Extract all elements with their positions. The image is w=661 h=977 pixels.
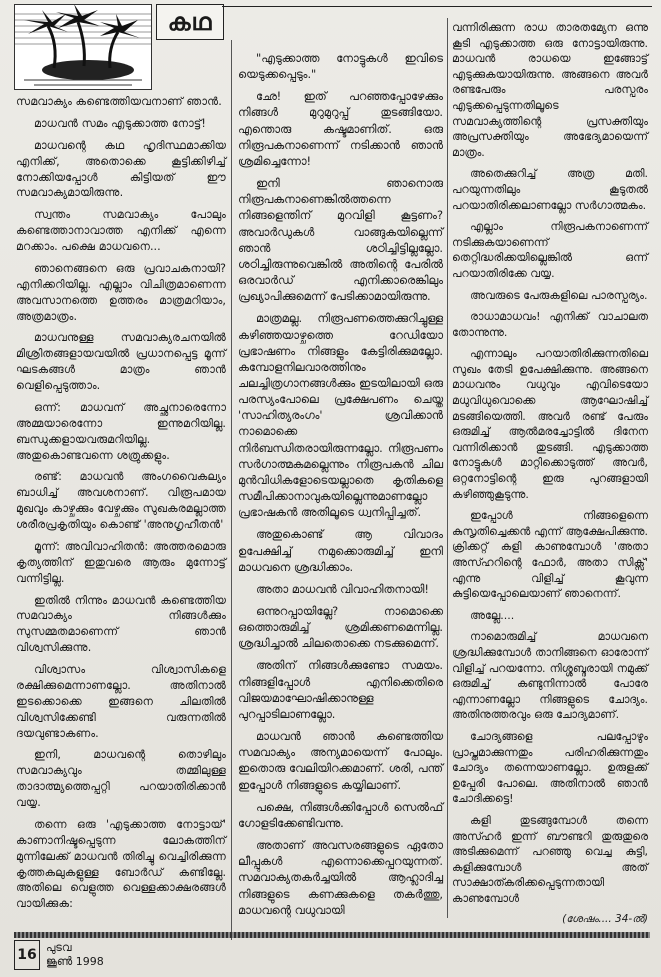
- paragraph: രാധാമാധവം! എനിക്ക് വാചാലത തോന്നുന്നു.: [452, 310, 648, 339]
- palm-island-illustration: [14, 4, 152, 90]
- paragraph: ഛേ! ഇത് പറഞ്ഞപ്പോഴേക്കും നിങ്ങൾ മുറുമുറുപ്പ് തുടങ്ങിയോ. എന്തൊരു കഷ്ടമാണിത്. ഒരു നിരൂപകനാണെന്ന് നടിക്കാൻ ഞാൻ ശ്രമിച്ചെന്നോ!: [238, 89, 443, 168]
- footer-rule: [14, 932, 650, 938]
- paragraph: അതെക്കുറിച്ച് അത്ര മതി. പറയുന്നതിലും കൂടുതൽ പറയാതിരിക്കലാണല്ലോ സർഗാത്മകം.: [452, 167, 648, 212]
- column-divider: [231, 40, 232, 940]
- section-title: കഥ: [156, 4, 224, 40]
- paragraph: മാധവൻ സമം എടുക്കാത്ത നോട്ട്!: [34, 116, 206, 130]
- paragraph: "എടുക്കാത്ത നോട്ടുകൾ ഇവിടെ യെടുക്കപ്പെടും.": [238, 51, 443, 82]
- paragraph: ചോദ്യങ്ങളെ പലപ്പോഴും പ്രാപ്തമാക്കുന്നതും പരിഹരിക്കുന്നതും ചോദ്യം തന്നെയാണല്ലോ. ഉരുളക്ക് ഉപ്പേരി പോലെ. അതിനാൽ ഞാൻ ചോദിക്കട്ടെ!: [452, 729, 648, 806]
- paragraph: നാമൊരുമിച്ച് മാധവനെ ശ്രദ്ധിക്കുമ്പോൾ താനിങ്ങനെ ഓരോന്ന് വിളിച്ച് പറയന്നോ. നിശ്ശബ്ദരായി നമുക്ക് ഒരുമിച്ച് കണ്ടുനിന്നാൽ പോരേ എന്നാണല്ലോ നിങ്ങളുടെ ചോദ്യം. അതിനുത്തരവും ഒരു ചോദ്യമാണ്.: [452, 630, 648, 722]
- paragraph: വന്നിരിക്കുന്ന രാധ താരതമ്യേന ഒന്നു കൂടി എടുക്കാത്ത ഒരു നോട്ടായിരുന്നു. മാധവൻ രാധയെ ഇങ്ങോട്ട് എടുക്കുകയായിരുന്നു. അങ്ങനെ അവർ രണ്ടപേരും പരസ്പരം എടുക്കപ്പെടുന്നതിലൂടെ സമവാക്യത്തിന്റെ പ്രസക്തിയും അപ്രസക്തിയും അഭേദ്യമായെന്ന് മാത്രം.: [452, 21, 648, 159]
- paragraph: ഇനി, മാധവന്റെ തൊഴിലും സമവാക്യവും തമ്മിലുള്ള താദാത്മ്യത്തെപ്പറ്റി പറയാതിരിക്കാൻ വയ്യ.: [16, 748, 226, 809]
- paragraph: അവരുടെ പേരുകളിലെ പാരസ്പര്യം.: [470, 288, 648, 302]
- page-number: 16: [14, 940, 40, 970]
- paragraph: അതുകൊണ്ട് ആ വിവാദം ഉപേക്ഷിച്ച് നമുക്കൊരുമിച്ച് ഇനി മാധവനെ ശ്രദ്ധിക്കാം.: [238, 527, 443, 574]
- paragraph: മാധവൻ ഞാൻ കണ്ടെത്തിയ സമവാക്യം അന്യമായെന്ന് പോലും. ഇതൊരു വേലിയിറക്കമാണ്. ശരി, പന്ത് ഇപ്പോൾ നിങ്ങളുടെ കയ്യിലാണ്.: [238, 729, 443, 792]
- paragraph: സ്വന്തം സമവാക്യം പോലും കണ്ടെത്താനാവാത്ത എനിക്ക് എന്നെ മറക്കാം. പക്ഷെ മാധവനെ...: [16, 208, 226, 253]
- paragraph: കളി തുടങ്ങുമ്പോൾ തന്നെ അസ്ഹർ ഇന്ന് ബൗണ്ടറി തുരുതുരെ അടിക്കുമെന്ന് പറഞ്ഞു വെച്ച കുട്ടി, കളിക്കുമ്പോൾ അത് സാക്ഷാത്കരിക്കപ്പെടുന്നതായി കാണുമ്പോൾ: [452, 813, 648, 905]
- paragraph: മാധവനുള്ള സമവാക്യരചനയിൽ മിശ്രിതങ്ങളായവയിൽ പ്രധാനപ്പെട്ട മൂന്ന് ഘടകങ്ങൾ മാത്രം ഞാൻ വെളിപ്പെടുത്താം.: [16, 331, 226, 392]
- paragraph: രണ്ട്: മാധവൻ അംഗവൈകല്യം ബാധിച്ച് അവശനാണ്. വിരൂപമായ മുഖവും കാഴ്ചക്കും വേഴ്ചക്കും സുഖകരമല്ലാത്ത ശരീരപ്രകൃതിയും കൊണ്ട് 'അനുഗൃഹീതൻ': [16, 470, 226, 531]
- paragraph: അതാണ് അവസരങ്ങളുടെ ഏതോ ലീപ്പുകൾ എന്നൊക്കെപ്പറയുന്നത്. സമവാക്യതകർച്ചയിൽ ആഹ്ലാദിച്ച നിങ്ങളുടെ കണക്കുകളെ തകർത്തു, മാധവന്റെ വധുവായി: [238, 838, 443, 917]
- issue-date: ജൂൺ 1998: [46, 955, 104, 968]
- paragraph: ഒന്ന്: മാധവന് അച്ഛനാരെന്നോ അമ്മയാരെന്നോ ഇന്നുമറിയില്ല. ബന്ധുക്കളായവരുമറിയില്ല. അതുകൊണ്ടവന്നെ ശത്രുക്കളും.: [16, 400, 226, 462]
- paragraph: മാധവന്റെ കഥ ഹൃദിസ്ഥമാക്കിയ എനിക്ക്, അതൊക്കെ കൂട്ടിക്കിഴിച്ച് നോക്കിയപ്പോൾ കിട്ടിയത് ഈ സമവാക്യമായിരുന്നു.: [16, 138, 226, 200]
- paragraph: എന്നാലും പറയാതിരിക്കുന്നതിലെ സുഖം തേടി ഉപേക്ഷിക്കുന്നു. അങ്ങനെ മാധവനും വധുവും എവിടെയോ മധുവിധുവൊക്കെ ആഘോഷിച്ച് മടങ്ങിയെത്തി. അവർ രണ്ട് പേരും ഒരുമിച്ച് ആൽമരച്ചോട്ടിൽ ദിനേന വന്നിരിക്കാൻ തുടങ്ങി. എടുക്കാത്ത നോട്ടുകൾ മാറ്റിക്കൊടുത്ത് അവർ, ഒറ്റനോട്ടിന്റെ ഇരു പുറങ്ങളായി കഴിഞ്ഞുകൂടുന്നു.: [452, 347, 648, 501]
- palm-tree-icon: [14, 4, 152, 90]
- paragraph: തന്നെ ഒരു 'എടുക്കാത്ത നോട്ടായ്' കാണാനിഷ്ടപ്പെടുന്ന ലോകത്തിന് മുന്നിലേക്ക് മാധവൻ തിരിച്ചു വെച്ചിരിക്കുന്ന കൃത്തകലുകളുള്ള ബോർഡ് കണ്ടില്ലേ. അതിലെ വെളുത്ത വെള്ളക്കാക്ഷരങ്ങൾ വായിക്കുക:: [16, 817, 226, 911]
- paragraph: വിശ്വാസം വിശ്വാസികളെ രക്ഷിക്കുമെന്നാണല്ലോ. അതിനാൽ ഇടക്കൊക്കെ ഇങ്ങനെ ചിലതിൽ വിശ്വസിക്കേണ്ടി വരുന്നതിൽ ദയവുണ്ടാകണം.: [16, 663, 226, 740]
- paragraph: ഒന്നുറപ്പായില്ലേ? നാമൊക്കെ ഒത്തൊരുമിച്ച് ശ്രമിക്കണമെന്നില്ല. ശ്രദ്ധിച്ചാൽ ചിലതൊക്കെ നടക്കുമെന്ന്.: [238, 604, 443, 651]
- paragraph: ഇപ്പോൾ നിങ്ങളെന്നെ കുസൃതിച്ചെക്കൻ എന്ന് ആക്ഷേപിക്കുന്നു. ക്രിക്കറ്റ് കളി കാണുമ്പോൾ 'അതാ അസ്ഹറിന്റെ ഫോർ, അതാ സിക്സ്' എന്നു വിളിച്ച് കൂവുന്ന കുട്ടിയെപ്പോലെയാണ് ഞാനെന്ന്.: [452, 509, 648, 601]
- paragraph: എല്ലാം നിരൂപകനാണെന്ന് നടിക്കുകയാണെന്ന് തെറ്റിദ്ധരിക്കയില്ലെങ്കിൽ ഒന്ന് പറയാതിരിക്കേ വയ്യ.: [452, 220, 648, 280]
- article-column-2: [238, 50, 443, 924]
- paragraph: സമവാക്യം കണ്ടെത്തിയവനാണ് ഞാൻ.: [16, 95, 222, 108]
- paragraph: അല്ലേ....: [470, 608, 515, 622]
- paragraph: ഇതിൽ നിന്നും മാധവൻ കണ്ടെത്തിയ സമവാക്യം നിങ്ങൾക്കും സുസമ്മതമാണെന്ന് ഞാൻ വിശ്വസിക്കുന്നു.: [16, 593, 226, 655]
- paragraph: അതാ മാധവൻ വിവാഹിതനായി!: [256, 581, 429, 596]
- header-rule: [222, 6, 652, 7]
- continued-note: (ശേഷം.... 34-ൽ): [562, 913, 648, 926]
- article-column-1: [16, 94, 226, 918]
- magazine-info: [46, 941, 104, 969]
- paragraph: പക്ഷെ, നിങ്ങൾക്കിപ്പോൾ സെൽഫ് ഗോളടിക്കേണ്ടിവന്നു.: [238, 799, 443, 830]
- paragraph: മാത്രമല്ല. നിരൂപണത്തെക്കുറിച്ചുള്ള കഴിഞ്ഞയാഴ്ചത്തെ റേഡിയോ പ്രഭാഷണം നിങ്ങളും കേട്ടിരിക്കുമല്ലോ. കമ്പോളനിലവാരത്തിനും ചലച്ചിത്രഗാനങ്ങൾക്കും ഇടയിലായി ഒരു പരസ്യംപോലെ പ്രക്ഷേപണം ചെയ്ത 'സാഹിത്യരംഗം' ശ്രവിക്കാൻ നാമൊക്കെ നിർബന്ധിതരായിരുന്നല്ലോ. നിരൂപണം സർഗാത്മകമല്ലെന്നും നിരൂപകൻ ചില മുൻവിധികളോടെയല്ലാതെ കൃതികളെ സമീപിക്കാനാവുകയില്ലെന്നുമാണല്ലോ പ്രഭാഷകൻ അതിലൂടെ ധ്വനിപ്പിച്ചത്.: [238, 311, 443, 520]
- magazine-name: പുടവ: [46, 941, 72, 954]
- paragraph: ഞാനെങ്ങനെ ഒരു പ്രവാചകനായി? എനിക്കറിയില്ല. എല്ലാം വിചിത്രമാണെന്ന അവസാനത്തെ ഉത്തരം മാത്രമറിയാം, അത്രമാത്രം.: [16, 261, 226, 323]
- column-divider: [447, 18, 448, 918]
- paragraph: അതിന് നിങ്ങൾക്കുണ്ടോ സമയം. നിങ്ങളിപ്പോൾ എനിക്കെതിരെ വിജയമാഘോഷിക്കാനുള്ള പുറപ്പാടിലാണല്ലോ.: [238, 658, 443, 721]
- article-column-3: [452, 20, 648, 928]
- paragraph: ഇനി ഞാനൊരു നിരൂപകനാണെങ്കിൽത്തന്നെ നിങ്ങളെന്തിന് മുറവിളി കൂട്ടണം? അവാർഡുകൾ വാങ്ങുകയില്ലെന്ന് ഞാൻ ശഠിച്ചിട്ടില്ലല്ലോ. ശഠിച്ചിരുന്നുവെങ്കിൽ അതിന്റെ പേരിൽ ഒരവാർഡ് എനിക്കാരെങ്കിലും പ്രഖ്യാപിക്കുമെന്ന് പേടിക്കാമായിരുന്നു.: [238, 176, 443, 304]
- paragraph: മൂന്ന്: അവിവാഹിതൻ: അത്തരമൊരു കൃത്യത്തിന് ഇതുവരെ ആരും മുന്നോട്ട് വന്നിട്ടില്ല.: [16, 539, 226, 585]
